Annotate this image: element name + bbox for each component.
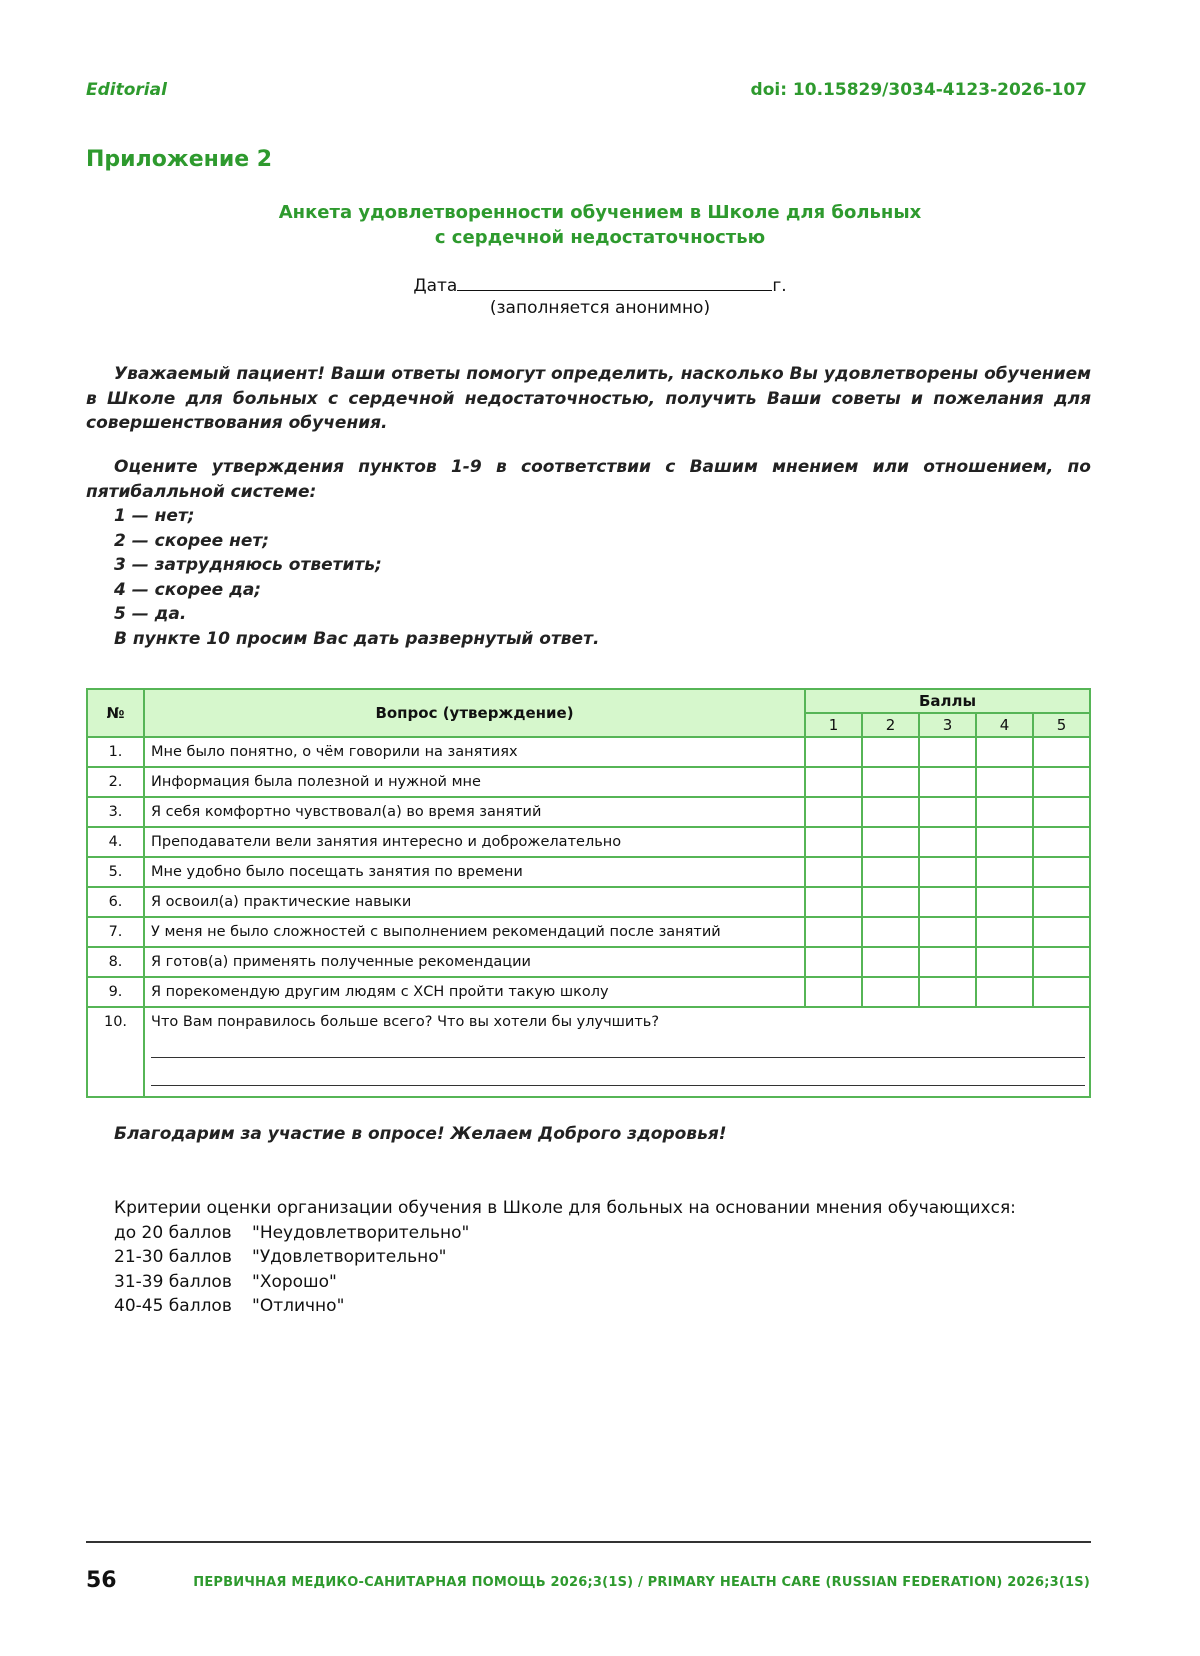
table-row: [87, 887, 1090, 917]
score-cell-5[interactable]: [1033, 827, 1090, 857]
table-row: [87, 797, 1090, 827]
score-cell-1[interactable]: [805, 857, 862, 887]
anonymous-note: (заполняется анонимно): [489, 298, 711, 318]
criteria-item: [114, 1245, 1016, 1270]
score-cell-4[interactable]: [976, 797, 1033, 827]
criteria-grade: "Хорошо": [252, 1271, 337, 1292]
criteria-range: до 20 баллов: [114, 1222, 232, 1243]
survey-title-line2: с сердечной недостаточностью: [434, 227, 766, 248]
open-question-cell: [144, 1007, 1090, 1097]
score-cell-5[interactable]: [1033, 737, 1090, 767]
row-number: 3.: [87, 797, 144, 827]
score-cell-2[interactable]: [862, 947, 919, 977]
survey-table: [86, 688, 1091, 1098]
row-question: Преподаватели вели занятия интересно и доброжелательно: [144, 827, 805, 857]
score-cell-3[interactable]: [919, 767, 976, 797]
criteria-item: [114, 1270, 1016, 1295]
date-label: Дата: [413, 276, 458, 296]
criteria-grade: "Отлично": [252, 1296, 345, 1316]
row-question: Я порекомендую другим людям с ХСН пройти такую школу: [144, 977, 805, 1007]
scale-item: 4 — скорее да;: [114, 579, 262, 600]
open-question-row: [87, 1007, 1090, 1097]
score-cell-1[interactable]: [805, 887, 862, 917]
row-question: Я готов(а) применять полученные рекомендации: [144, 947, 805, 977]
criteria-grade: "Удовлетворительно": [252, 1247, 447, 1267]
open-question-note: В пункте 10 просим Вас дать развернутый ответ.: [114, 628, 600, 649]
header-score-3: 3: [919, 713, 976, 737]
row-number: 2.: [87, 767, 144, 797]
date-suffix: г.: [772, 276, 787, 296]
answer-line-1[interactable]: [151, 1030, 1085, 1058]
table-row: [87, 857, 1090, 887]
row-question: У меня не было сложностей с выполнением рекомендаций после занятий: [144, 917, 805, 947]
criteria-block: [114, 1196, 1016, 1319]
scale-list: [86, 504, 1091, 651]
row-number: 9.: [87, 977, 144, 1007]
score-cell-1[interactable]: [805, 737, 862, 767]
criteria-grade: "Неудовлетворительно": [252, 1222, 470, 1243]
score-cell-3[interactable]: [919, 977, 976, 1007]
journal-footer: ПЕРВИЧНАЯ МЕДИКО-САНИТАРНАЯ ПОМОЩЬ 2026;3(1S) / PRIMARY HEALTH CARE (RUSSIAN FEDERATION) 2026;3(1S): [193, 1575, 1090, 1590]
table-row: [87, 947, 1090, 977]
score-cell-5[interactable]: [1033, 857, 1090, 887]
score-cell-5[interactable]: [1033, 887, 1090, 917]
header-score-5: 5: [1033, 713, 1090, 737]
header-scores: Баллы: [805, 689, 1090, 713]
criteria-range: 31-39 баллов: [114, 1271, 232, 1292]
answer-line-2[interactable]: [151, 1058, 1085, 1086]
criteria-item: [114, 1221, 1016, 1246]
thanks-text: Благодарим за участие в опросе! Желаем Доброго здоровья!: [114, 1124, 727, 1144]
scale-item: 2 — скорее нет;: [114, 530, 270, 551]
score-cell-3[interactable]: [919, 797, 976, 827]
row-question: Я себя комфортно чувствовал(а) во время занятий: [144, 797, 805, 827]
header-score-4: 4: [976, 713, 1033, 737]
table-row: [87, 827, 1090, 857]
score-cell-5[interactable]: [1033, 977, 1090, 1007]
score-cell-4[interactable]: [976, 767, 1033, 797]
table-row: [87, 917, 1090, 947]
score-cell-3[interactable]: [919, 737, 976, 767]
page-number: 56: [86, 1568, 117, 1593]
instructions-block: [86, 455, 1091, 651]
score-cell-4[interactable]: [976, 827, 1033, 857]
score-cell-1[interactable]: [805, 917, 862, 947]
score-cell-1[interactable]: [805, 797, 862, 827]
score-cell-5[interactable]: [1033, 917, 1090, 947]
header-number: №: [87, 689, 144, 737]
score-cell-3[interactable]: [919, 857, 976, 887]
score-cell-2[interactable]: [862, 827, 919, 857]
score-cell-4[interactable]: [976, 857, 1033, 887]
score-cell-4[interactable]: [976, 977, 1033, 1007]
score-cell-2[interactable]: [862, 767, 919, 797]
table-row: [87, 737, 1090, 767]
score-cell-2[interactable]: [862, 737, 919, 767]
score-cell-1[interactable]: [805, 947, 862, 977]
score-cell-1[interactable]: [805, 767, 862, 797]
score-cell-4[interactable]: [976, 887, 1033, 917]
score-cell-4[interactable]: [976, 917, 1033, 947]
header-question: Вопрос (утверждение): [144, 689, 805, 737]
row-number: 1.: [87, 737, 144, 767]
criteria-item: [114, 1294, 1016, 1319]
header-score-1: 1: [805, 713, 862, 737]
criteria-title: Критерии оценки организации обучения в Школе для больных на основании мнения обучающихся:: [114, 1198, 1016, 1218]
intro-paragraph: Уважаемый пациент! Ваши ответы помогут определить, насколько Вы удовлетворены обучением в Школе для больных с сердечной недостаточностью, получить Ваши советы и пожелания для совершенствования обучения.: [86, 364, 1091, 433]
row-number: 7.: [87, 917, 144, 947]
score-cell-3[interactable]: [919, 887, 976, 917]
instructions-text: Оцените утверждения пунктов 1-9 в соответствии с Вашим мнением или отношением, по пятибалльной системе:: [86, 457, 1091, 502]
row-number: 5.: [87, 857, 144, 887]
score-cell-1[interactable]: [805, 977, 862, 1007]
table-row: [87, 767, 1090, 797]
open-question-text: Что Вам понравилось больше всего? Что вы хотели бы улучшить?: [151, 1014, 660, 1030]
scale-item: 5 — да.: [114, 604, 187, 624]
row-question: Информация была полезной и нужной мне: [144, 767, 805, 797]
date-field: [0, 273, 1200, 296]
doi-link[interactable]: doi: 10.15829/3034-4123-2026-107: [750, 80, 1087, 100]
section-label: Editorial: [86, 80, 167, 100]
date-blank-line[interactable]: [457, 273, 772, 291]
scale-item: 3 — затрудняюсь ответить;: [114, 555, 382, 575]
row-number: 4.: [87, 827, 144, 857]
score-cell-3[interactable]: [919, 947, 976, 977]
criteria-range: 40-45 баллов: [114, 1296, 232, 1316]
table-row: [87, 977, 1090, 1007]
score-cell-2[interactable]: [862, 917, 919, 947]
score-cell-2[interactable]: [862, 797, 919, 827]
row-number: 10.: [87, 1007, 144, 1097]
header-score-2: 2: [862, 713, 919, 737]
row-number: 6.: [87, 887, 144, 917]
score-cell-1[interactable]: [805, 827, 862, 857]
score-cell-5[interactable]: [1033, 767, 1090, 797]
score-cell-4[interactable]: [976, 947, 1033, 977]
score-cell-5[interactable]: [1033, 797, 1090, 827]
criteria-range: 21-30 баллов: [114, 1247, 232, 1267]
footer-divider: [86, 1541, 1091, 1543]
score-cell-5[interactable]: [1033, 947, 1090, 977]
score-cell-2[interactable]: [862, 887, 919, 917]
score-cell-2[interactable]: [862, 977, 919, 1007]
row-question: Я освоил(а) практические навыки: [144, 887, 805, 917]
appendix-title: Приложение 2: [86, 147, 273, 172]
scale-item: 1 — нет;: [114, 506, 195, 526]
survey-title: [0, 200, 1200, 250]
row-question: Мне удобно было посещать занятия по времени: [144, 857, 805, 887]
score-cell-2[interactable]: [862, 857, 919, 887]
score-cell-3[interactable]: [919, 827, 976, 857]
survey-title-line1: Анкета удовлетворенности обучением в Школе для больных: [278, 202, 922, 223]
row-question: Мне было понятно, о чём говорили на занятиях: [144, 737, 805, 767]
score-cell-3[interactable]: [919, 917, 976, 947]
score-cell-4[interactable]: [976, 737, 1033, 767]
row-number: 8.: [87, 947, 144, 977]
